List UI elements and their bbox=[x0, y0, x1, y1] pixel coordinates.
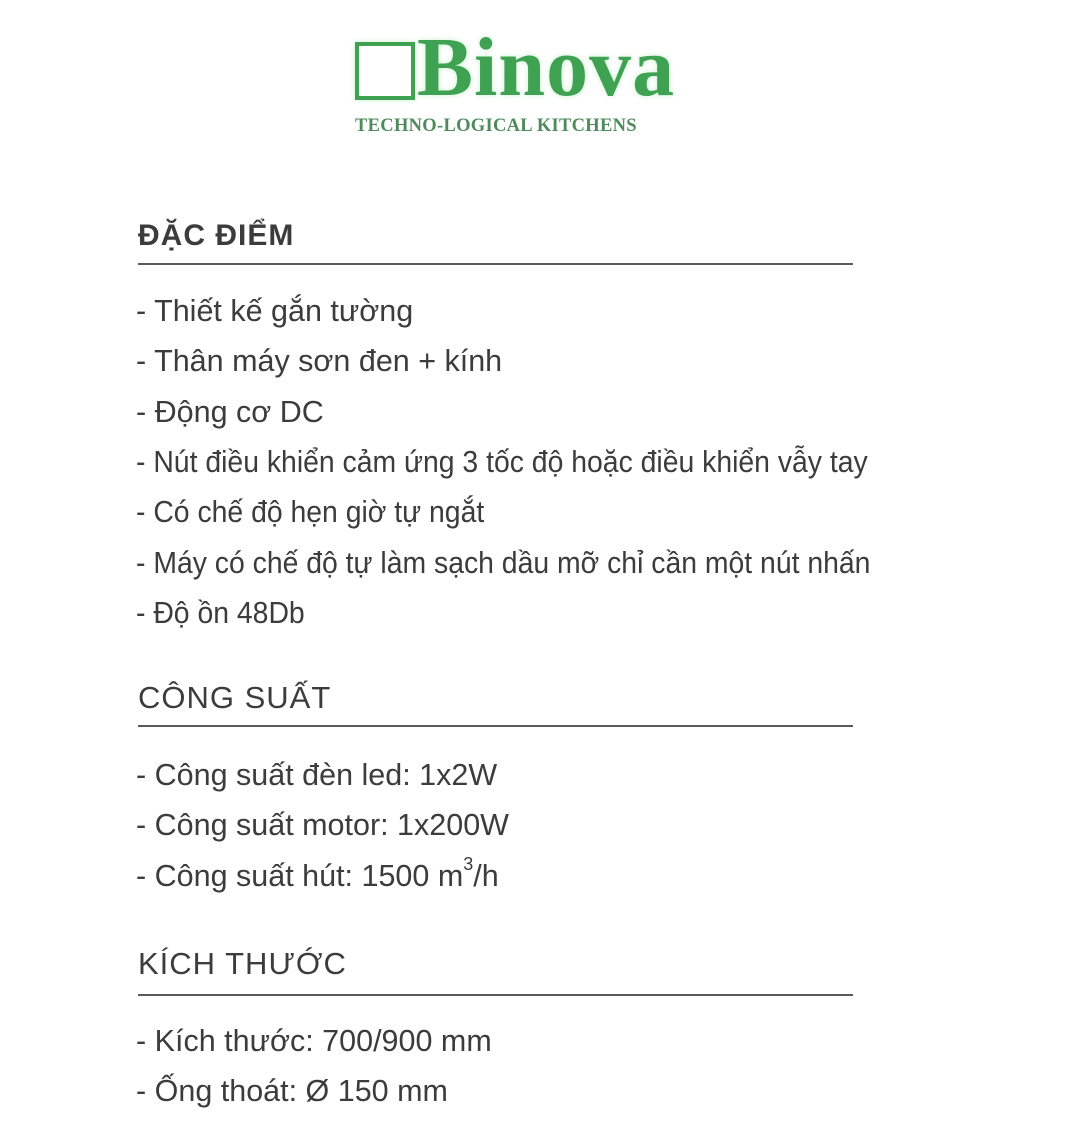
list-item: - Công suất đèn led: 1x2W bbox=[136, 758, 498, 792]
section-title-features: ĐẶC ĐIỂM bbox=[138, 219, 295, 252]
list-item: - Thiết kế gắn tường bbox=[136, 294, 414, 328]
suction-unit: /h bbox=[473, 858, 499, 893]
logo-brand-name: Binova bbox=[417, 21, 676, 114]
list-item: - Kích thước: 700/900 mm bbox=[136, 1024, 492, 1058]
list-item-suction bbox=[136, 851, 509, 901]
section-divider bbox=[138, 725, 853, 727]
section-divider bbox=[138, 994, 853, 996]
section-title-dimensions: KÍCH THƯỚC bbox=[138, 946, 347, 981]
list-item: - Ống thoát: Ø 150 mm bbox=[136, 1074, 448, 1109]
features-list bbox=[136, 286, 502, 437]
features-list-condensed bbox=[136, 437, 926, 638]
list-item: - Máy có chế độ tự làm sạch dầu mỡ chỉ cần một nút nhấn bbox=[136, 545, 871, 580]
binova-logo bbox=[355, 21, 700, 136]
section-dimensions bbox=[136, 946, 492, 1109]
list-item: - Động cơ DC bbox=[136, 394, 324, 429]
power-list bbox=[136, 750, 509, 901]
list-item: - Nút điều khiển cảm ứng 3 tốc độ hoặc điều khiển vẫy tay bbox=[136, 445, 868, 479]
list-item: - Có chế độ hẹn giờ tự ngắt bbox=[136, 495, 485, 530]
logo-square-icon bbox=[355, 42, 415, 100]
suction-exponent: 3 bbox=[463, 853, 474, 874]
suction-text: - Công suất hút: 1500 m bbox=[136, 858, 464, 893]
section-power bbox=[136, 680, 509, 893]
logo-tagline: TECHNO-LOGICAL KITCHENS bbox=[355, 116, 637, 136]
dimensions-list bbox=[136, 1016, 492, 1117]
section-title-power: CÔNG SUẤT bbox=[138, 680, 332, 715]
list-item: - Thân máy sơn đen + kính bbox=[136, 344, 503, 379]
section-divider bbox=[138, 263, 853, 265]
list-item: - Công suất motor: 1x200W bbox=[136, 808, 509, 843]
list-item: - Độ ồn 48Db bbox=[136, 595, 305, 630]
section-features bbox=[136, 218, 871, 630]
